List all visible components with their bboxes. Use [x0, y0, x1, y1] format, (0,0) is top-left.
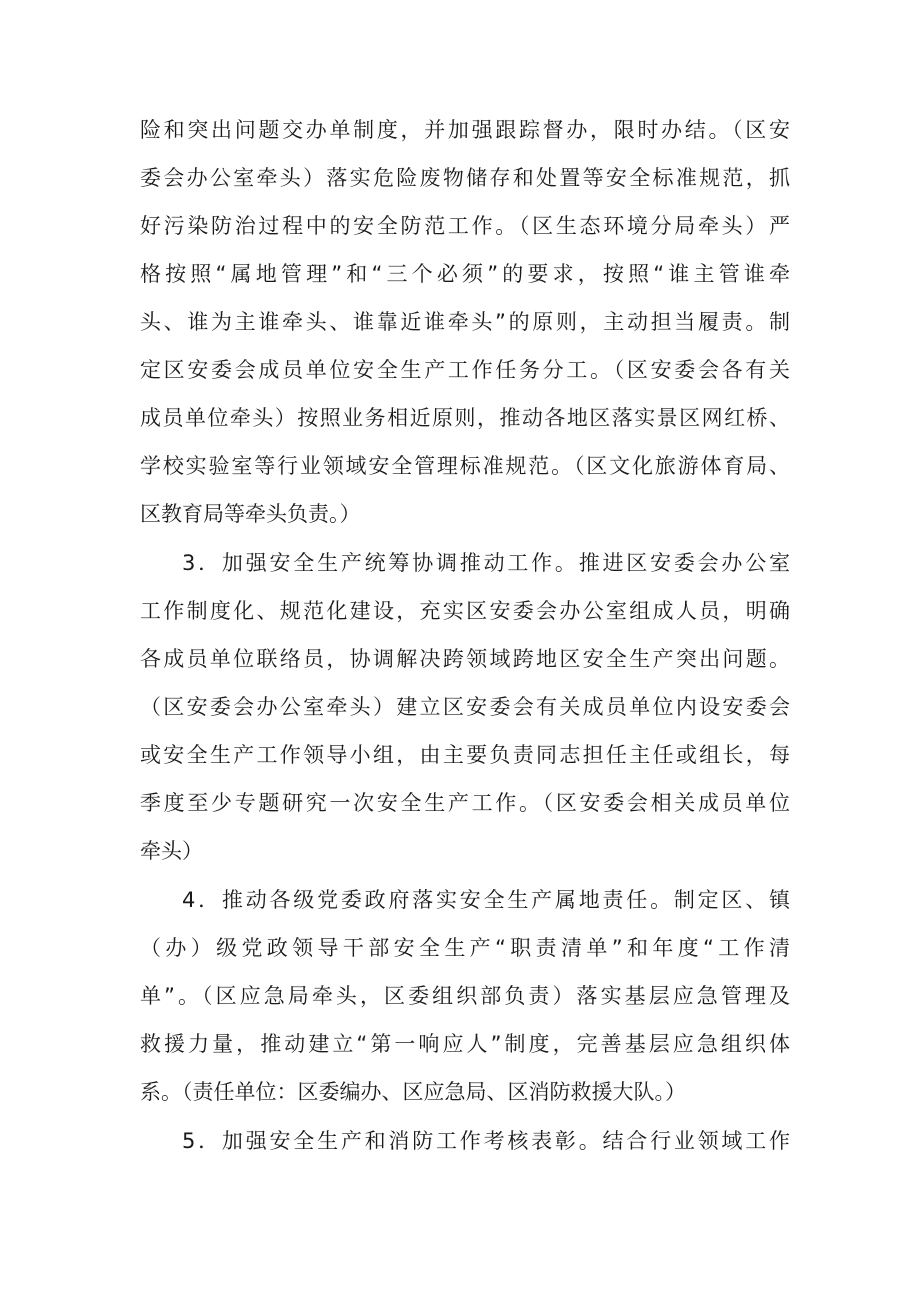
- paragraph-5-first-line: 5．加强安全生产和消防工作考核表彰。结合行业领域工作: [182, 1129, 790, 1153]
- body-text-line-7: 成员单位牵头）按照业务相近原则，推动各地区落实景区网红桥、: [140, 406, 790, 430]
- body-text-line-8: 学校实验室等行业领域安全管理标准规范。（区文化旅游体育局、: [140, 454, 790, 478]
- paragraph-4-first-line: 4．推动各级党委政府落实安全生产属地责任。制定区、镇: [182, 888, 790, 912]
- body-text-line-13: （区安委会办公室牵头）建立区安委会有关成员单位内设安委会: [140, 695, 790, 719]
- body-text-line-5: 头、谁为主谁牵头、谁靠近谁牵头”的原则，主动担当履责。制: [140, 310, 790, 334]
- body-text-line-6: 定区安委会成员单位安全生产工作任务分工。（区安委会各有关: [140, 358, 790, 382]
- body-text-line-12: 各成员单位联络员，协调解决跨领域跨地区安全生产突出问题。: [140, 647, 790, 671]
- body-text-line-18: （办）级党政领导干部安全生产“职责清单”和年度“工作清: [140, 936, 790, 960]
- body-text-line-11: 工作制度化、规范化建设，充实区安委会办公室组成人员，明确: [140, 599, 790, 623]
- body-text-line-20: 救援力量，推动建立“第一响应人”制度，完善基层应急组织体: [140, 1032, 790, 1056]
- body-text-line-3: 好污染防治过程中的安全防范工作。（区生态环境分局牵头）严: [140, 214, 790, 238]
- body-text-line-2: 委会办公室牵头）落实危险废物储存和处置等安全标准规范，抓: [140, 166, 790, 190]
- body-text-line-4: 格按照“属地管理”和“三个必须”的要求，按照“谁主管谁牵: [140, 262, 790, 286]
- body-text-line-14: 或安全生产工作领导小组，由主要负责同志担任主任或组长，每: [140, 743, 790, 767]
- body-text-line-21: 系。（责任单位：区委编办、区应急局、区消防救援大队。）: [140, 1080, 686, 1104]
- body-text-line-1: 险和突出问题交办单制度，并加强跟踪督办，限时办结。（区安: [140, 118, 790, 142]
- paragraph-3-first-line: 3．加强安全生产统筹协调推动工作。推进区安委会办公室: [182, 551, 790, 575]
- body-text-line-19: 单”。（区应急局牵头，区委组织部负责）落实基层应急管理及: [140, 984, 790, 1008]
- body-text-line-16: 牵头）: [140, 839, 203, 863]
- body-text-line-15: 季度至少专题研究一次安全生产工作。（区安委会相关成员单位: [140, 791, 790, 815]
- body-text-line-9: 区教育局等牵头负责。）: [140, 502, 361, 526]
